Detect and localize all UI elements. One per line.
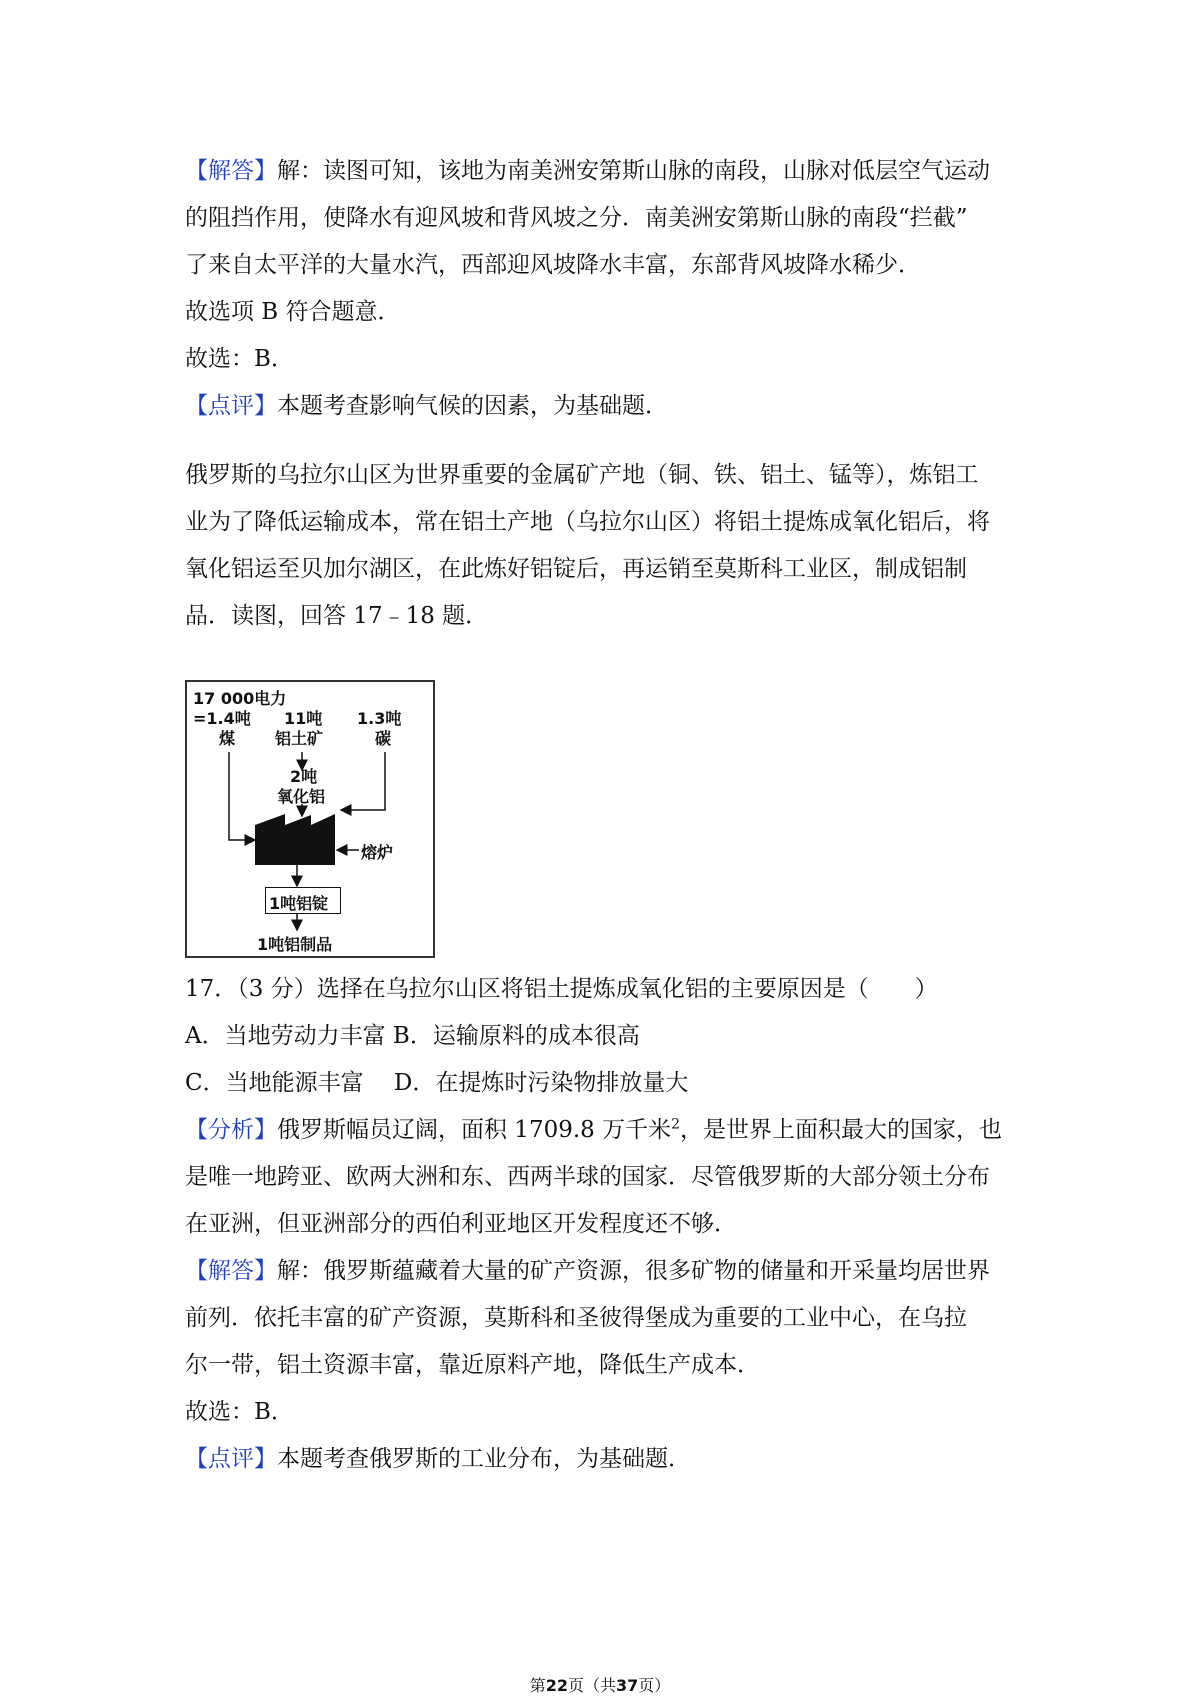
answer-line: 故选：B． bbox=[185, 1399, 294, 1425]
answer-tag: 【解答】 bbox=[185, 158, 277, 184]
power-label: 17 000电力 bbox=[193, 689, 287, 708]
answer-line: 尔一带，铝土资源丰富，靠近原料产地，降低生产成本． bbox=[185, 1352, 760, 1378]
analysis-line: 是唯一地跨亚、欧两大洲和东、西两半球的国家．尽管俄罗斯的大部分领土分布 bbox=[185, 1164, 990, 1190]
coal-arrow bbox=[229, 752, 255, 840]
analysis-tag: 【分析】 bbox=[185, 1117, 277, 1143]
section-q17-solution bbox=[185, 1107, 1025, 1483]
intro-line: 俄罗斯的乌拉尔山区为世界重要的金属矿产地（铜、铁、铝土、锰等），炼铝工 bbox=[185, 462, 979, 488]
comment-line: 【点评】本题考查影响气候的因素，为基础题． bbox=[185, 393, 668, 419]
intro-line: 品．读图，回答 17﹣18 题． bbox=[185, 603, 489, 629]
answer-line: 【解答】解：俄罗斯蕴藏着大量的矿产资源，很多矿物的储量和开采量均居世界 bbox=[185, 1258, 990, 1284]
power-value: =1.4吨 bbox=[193, 709, 251, 728]
intro-line: 氧化铝运至贝加尔湖区，在此炼好铝锭后，再运销至莫斯科工业区，制成铝制 bbox=[185, 556, 967, 582]
bauxite-amount: 11吨 bbox=[284, 709, 323, 728]
question-17 bbox=[185, 966, 1025, 1107]
page-number: 22 bbox=[545, 1676, 568, 1695]
coal-label: 煤 bbox=[219, 729, 236, 748]
answer-line: 【解答】解：读图可知，该地为南美洲安第斯山脉的南段，山脉对低层空气运动 bbox=[185, 158, 990, 184]
comment-line: 【点评】本题考查俄罗斯的工业分布，为基础题． bbox=[185, 1446, 691, 1472]
options-line: A．当地劳动力丰富 B．运输原料的成本很高 bbox=[185, 1023, 640, 1049]
intro-line: 业为了降低运输成本，常在铝土产地（乌拉尔山区）将铝土提炼成氧化铝后，将 bbox=[185, 509, 990, 535]
analysis-line: 在亚洲，但亚洲部分的西伯利亚地区开发程度还不够． bbox=[185, 1211, 737, 1237]
page-total: 37 bbox=[616, 1676, 639, 1695]
comment-tag: 【点评】 bbox=[185, 1446, 277, 1472]
options-line: C．当地能源丰富 D．在提炼时污染物排放量大 bbox=[185, 1070, 689, 1096]
intro-paragraph bbox=[185, 452, 1025, 640]
question-stem: 17．（3 分）选择在乌拉尔山区将铝土提炼成氧化铝的主要原因是（ ） bbox=[185, 976, 938, 1002]
carbon-label: 碳 bbox=[375, 729, 392, 748]
page-footer: 第22页（共37页） bbox=[529, 1676, 671, 1695]
aluminum-process-figure bbox=[185, 680, 435, 958]
product-label: 1吨铝制品 bbox=[257, 935, 333, 954]
analysis-line: 【分析】俄罗斯幅员辽阔，面积 1709.8 万千米$^2$，是世界上面积最大的国家，也 bbox=[185, 1116, 1003, 1143]
carbon-amount: 1.3吨 bbox=[357, 709, 402, 728]
section-prev-answer bbox=[185, 148, 1025, 430]
comment-tag: 【点评】 bbox=[185, 393, 277, 419]
bauxite-label: 铝土矿 bbox=[275, 729, 324, 748]
answer-line: 的阻挡作用，使降水有迎风坡和背风坡之分．南美洲安第斯山脉的南段“拦截” bbox=[185, 205, 968, 231]
answer-line: 故选项 B 符合题意． bbox=[185, 299, 401, 325]
factory-icon bbox=[255, 814, 335, 865]
furnace-label: 熔炉 bbox=[361, 843, 394, 862]
carbon-arrow bbox=[341, 752, 385, 810]
ingot-label: 1吨铝锭 bbox=[269, 894, 329, 913]
answer-tag: 【解答】 bbox=[185, 1258, 277, 1284]
alumina-amount: 2吨 bbox=[290, 767, 318, 786]
answer-line: 前列．依托丰富的矿产资源，莫斯科和圣彼得堡成为重要的工业中心，在乌拉 bbox=[185, 1305, 967, 1331]
alumina-label: 氧化铝 bbox=[277, 787, 326, 806]
answer-line: 了来自太平洋的大量水汽，西部迎风坡降水丰富，东部背风坡降水稀少． bbox=[185, 252, 921, 278]
answer-line: 故选：B． bbox=[185, 346, 294, 372]
